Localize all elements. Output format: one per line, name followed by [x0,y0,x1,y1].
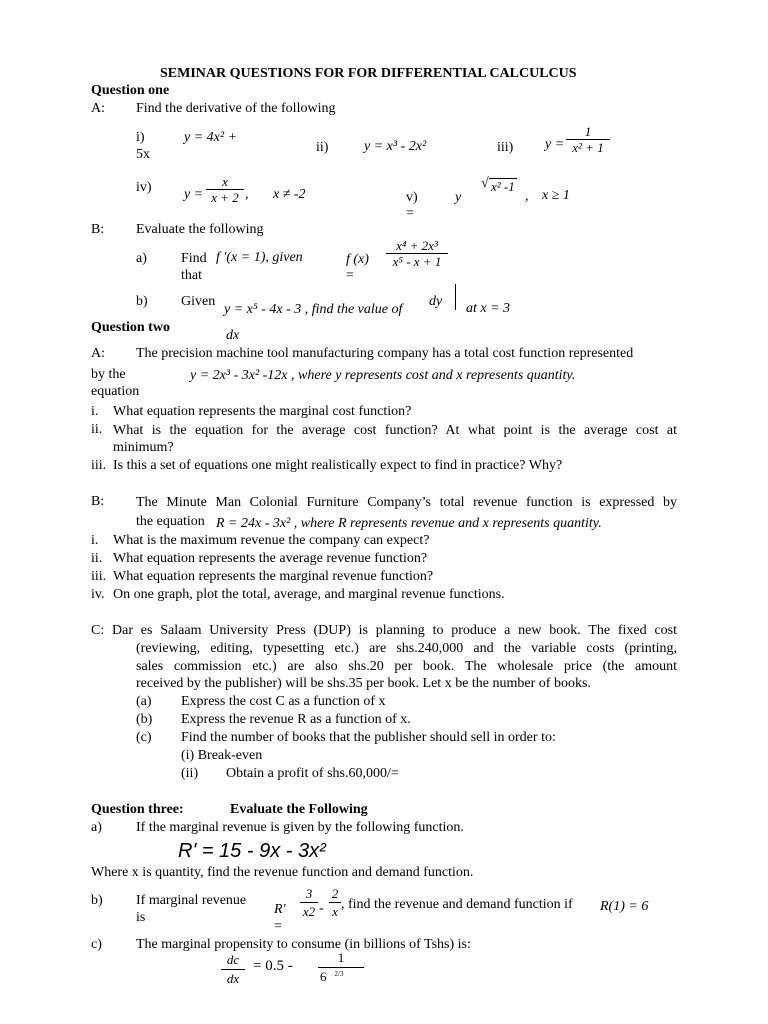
q1-iv-num: x [222,174,228,189]
q1-bb-expr: y = x⁵ - 4x - 3 , find the value of [224,302,403,317]
q1-ba-fraction [386,238,448,269]
q2-b-label: B: [91,494,105,509]
q2-c-item-num: (b) [136,712,153,727]
sqrt-icon: √ [481,176,489,191]
q1-ba-label: a) [136,251,147,266]
q1-v-eq: = [406,206,414,221]
q2-b-item-text: What is the maximum revenue the company can expect? [113,533,430,548]
q2-c-item-text: Express the revenue R as a function of x. [181,712,411,727]
q1-v-label: v) [406,190,418,205]
q2-c-item-num: (a) [136,694,152,709]
q1-iv-fraction [206,174,244,205]
q2-a-line1: The precision machine tool manufacturing company has a total cost function represented [136,346,634,361]
q2-a-label: A: [91,346,105,361]
q1-ba-find: Find [181,251,207,266]
q2-c-item-text: Express the cost C as a function of x [181,694,386,709]
q2-a-bythe: by the [91,367,126,382]
q1-iii-den: x² + 1 [566,139,610,155]
q3-c-label: c) [91,937,102,952]
q1-ii-label: ii) [316,140,329,155]
question-two-heading: Question two [91,320,170,335]
q1-b-text: Evaluate the following [136,222,264,237]
question-one-heading: Question one [91,83,170,98]
q1-b-label: B: [91,222,105,237]
q1-iii-lhs: y = [545,137,565,152]
q3-c-exp: 2/3 [334,970,344,978]
q2-b-item-num: iii. [91,569,107,584]
q1-bb-label: b) [136,294,148,309]
q1-ba-eq: = [346,268,354,283]
q3-b-minus: - [319,901,324,916]
q2-b-item-num: ii. [91,551,103,566]
q1-v-root: x² -1 [491,179,515,194]
q3-b-r: R' [274,902,286,917]
q3-a-label: a) [91,820,102,835]
q2-c-sub1: (i) Break-even [181,748,263,763]
q3-c-den-wrap [318,967,364,986]
q3-b-fraction-2 [329,885,341,920]
q1-iv-comma: , [245,187,249,202]
q1-i-label: i) [136,130,145,145]
q1-ii-expr: y = x³ - 2x² [364,139,427,154]
q1-bb-dy: dy [429,294,443,309]
q1-ba-fprime: f '(x = 1), given [216,250,303,265]
q1-iv-den: x + 2 [206,189,244,205]
q1-a-label: A: [91,101,105,116]
q2-b-item-num: iv. [91,587,105,602]
q1-a-text: Find the derivative of the following [136,101,336,116]
q3-a-where: Where x is quantity, find the revenue function and demand function. [91,865,474,880]
q2-c-item-text: Find the number of books that the publisher should sell in order to: [181,730,556,745]
q2-c-line2: (reviewing, editing, typesetting etc.) are shs.240,000 and the variable costs (printing, [136,641,677,656]
q3-b-num1: 3 [305,886,313,901]
q3-b-eq: = [274,919,282,934]
q2-a-equation: equation [91,384,140,399]
q2-b-line1: The Minute Man Colonial Furniture Company’s total revenue function is expressed by [136,495,677,510]
q1-v-cond: x ≥ 1 [542,188,570,203]
q2-c-line3: sales commission etc.) are also shs.20 per book. The wholesale price (the amount [136,659,677,674]
q3-c-den: 6 [320,969,327,984]
q3-c-text: The marginal propensity to consume (in billions of Tshs) is: [136,937,471,952]
q1-ba-den: x⁵ - x + 1 [386,253,448,269]
q1-v-y: y [455,190,462,205]
q3-b-text2: is [136,910,146,925]
q2-a-item-text: minimum? [113,440,174,455]
q3-c-derivative [221,951,245,988]
q2-a-item-text: Is this a set of equations one might realistically expect to find in practice? Why? [113,458,563,473]
q3-b-fraction-1 [300,885,318,920]
q3-b-num2: 2 [331,886,339,901]
q2-c-line1: C: Dar es Salaam University Press (DUP) is planning to produce a new book. The fixed cost [91,623,677,638]
q1-iv-label: iv) [136,180,152,195]
evaluation-bar [455,284,456,310]
q3-c-fraction [318,949,364,986]
q2-b-item-num: i. [91,533,99,548]
q2-a-item-num: ii. [91,422,103,437]
q2-a-item-num: i. [91,404,99,419]
q1-iii-label: iii) [497,140,514,155]
q3-b-den2: x [329,902,341,920]
q2-a-item-text: What is the equation for the average cost function? At what point is the average cost at [113,423,677,438]
q3-b-text1: If marginal revenue [136,893,247,908]
q2-a-expr: y = 2x³ - 3x² -12x , where y represents cost and x represents quantity. [190,368,576,383]
question-three-heading: Question three: [91,802,184,817]
q3-a-text: If the marginal revenue is given by the following function. [136,820,464,835]
q2-b-line2b: R = 24x - 3x² , where R represents revenue and x represents quantity. [216,516,602,531]
q2-c-sub2-num: (ii) [181,766,199,781]
q2-c-line4: received by the publisher) will be shs.35 per book. Let x be the number of books. [136,676,591,691]
q3-a-formula: R' = 15 - 9x - 3x² [178,840,326,862]
q1-iii-num: 1 [584,124,592,139]
q1-ba-num: x⁴ + 2x³ [396,238,438,253]
q3-b-tail: , find the revenue and demand function if [341,897,573,912]
q1-iii-fraction [566,124,610,155]
q3-c-eq: = 0.5 - [253,958,293,974]
question-three-subheading: Evaluate the Following [230,802,368,817]
page-title: SEMINAR QUESTIONS FOR FOR DIFFERENTIAL CALCULCUS [160,66,577,81]
q2-b-item-text: What equation represents the marginal revenue function? [113,569,434,584]
q1-ba-that: that [181,268,202,283]
q1-bb-given: Given [181,294,216,309]
q2-a-item-num: iii. [91,458,107,473]
q2-b-item-text: What equation represents the average revenue function? [113,551,428,566]
q2-c-sub2-text: Obtain a profit of shs.60,000/= [226,766,399,781]
q3-b-cond: R(1) = 6 [600,899,649,914]
q2-a-item-text: What equation represents the marginal cost function? [113,404,412,419]
q3-c-dc: dc [226,952,240,967]
q3-c-num: 1 [337,950,345,965]
q2-b-line2a: the equation [136,514,205,529]
q1-bb-at: at x = 3 [466,301,511,316]
q1-i-cont: 5x [136,147,150,162]
q1-ba-fx: f (x) [346,252,369,267]
q1-v-comma: , [525,189,529,204]
q1-iv-cond: x ≠ -2 [273,187,306,202]
q2-c-item-num: (c) [136,730,152,745]
q3-b-den1: x2 [300,902,318,920]
q2-b-item-text: On one graph, plot the total, average, and marginal revenue functions. [113,587,505,602]
q1-iv-lhs: y = [184,187,204,202]
q3-b-label: b) [91,893,103,908]
q3-c-dx: dx [221,969,245,988]
q1-bb-dx: dx [226,328,240,343]
q1-i-expr: y = 4x² + [184,130,238,145]
